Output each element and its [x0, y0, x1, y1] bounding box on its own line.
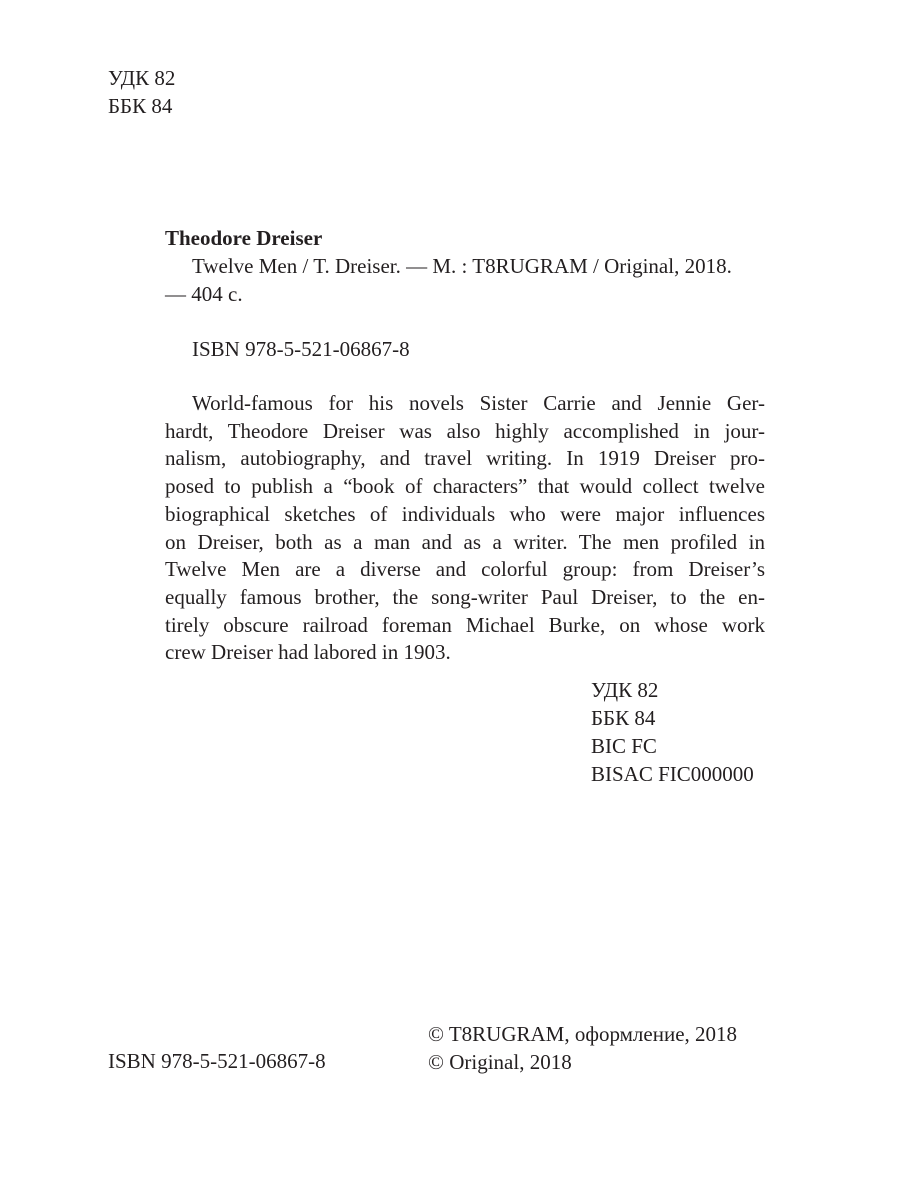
- bbk-code: ББК 84: [591, 706, 656, 730]
- annotation-paragraph: [165, 390, 765, 667]
- annotation-line: equally famous brother, the song-writer Paul Dreiser, to the en-: [165, 584, 765, 609]
- annotation-line: hardt, Theodore Dreiser was also highly accomplished in jour-: [165, 418, 765, 443]
- bibliographic-line-pages: — 404 с.: [165, 282, 243, 306]
- copyright-notices: [428, 1020, 737, 1076]
- copyright-design: © T8RUGRAM, оформление, 2018: [428, 1022, 738, 1046]
- annotation-line: on Dreiser, both as a man and as a writer. The men profiled in: [165, 529, 765, 554]
- udk-code: УДК 82: [108, 66, 176, 90]
- bibliographic-line-title: Twelve Men / T. Dreiser. — M. : T8RUGRAM / Original, 2018.: [192, 254, 732, 278]
- annotation-line: biographical sketches of individuals who were major influences: [165, 501, 765, 526]
- bibliographic-description: [165, 252, 765, 308]
- record-isbn: ISBN 978-5-521-06867-8: [192, 337, 410, 361]
- annotation-line: Twelve Men are a diverse and colorful group: from Dreiser’s: [165, 557, 765, 582]
- author-name: Theodore Dreiser: [165, 226, 323, 250]
- classification-codes: [591, 676, 754, 788]
- bisac-code: BISAC FIC000000: [591, 762, 754, 786]
- annotation-line: World-famous for his novels Sister Carrie and Jennie Ger-: [192, 391, 765, 415]
- annotation-line: nalism, autobiography, and travel writing. In 1919 Dreiser pro-: [165, 446, 765, 471]
- bibliographic-record: [165, 224, 765, 667]
- copyright-original: © Original, 2018: [428, 1050, 572, 1074]
- top-classification-codes: [108, 64, 175, 120]
- annotation-line: crew Dreiser had labored in 1903.: [165, 640, 451, 665]
- annotation-line: tirely obscure railroad foreman Michael Burke, on whose work: [165, 612, 765, 637]
- annotation-line: posed to publish a “book of characters” that would collect twelve: [165, 474, 765, 499]
- udk-code: УДК 82: [591, 678, 659, 702]
- footer-isbn: ISBN 978-5-521-06867-8: [108, 1049, 326, 1073]
- bbk-code: ББК 84: [108, 94, 173, 118]
- bic-code: BIC FC: [591, 734, 657, 758]
